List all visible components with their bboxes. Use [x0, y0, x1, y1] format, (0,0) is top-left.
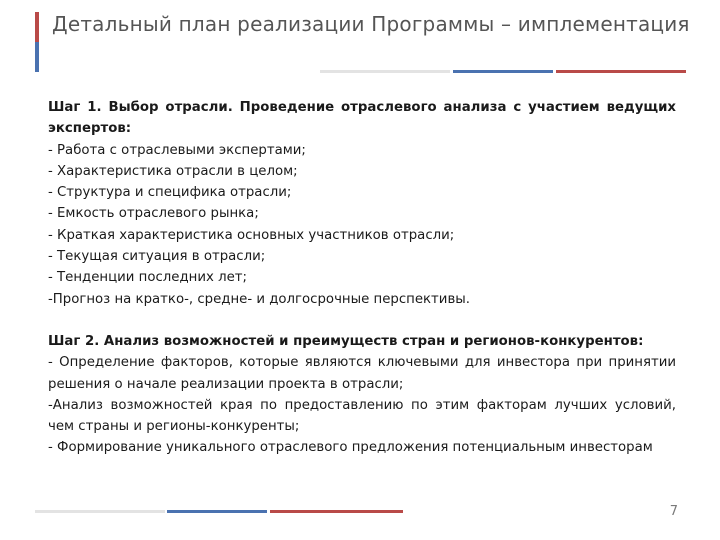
step-1-item: - Характеристика отрасли в целом; [48, 163, 298, 179]
step-1-item: -Прогноз на кратко-, средне- и долгосрочные перспективы. [48, 291, 471, 307]
step-spacer [48, 310, 676, 331]
step-1-heading: Шаг 1. Выбор отрасли. Проведение отраслевого анализа с участием ведущих экспертов: [48, 100, 676, 137]
footer-line-red [270, 510, 403, 513]
step-1-item: - Структура и специфика отрасли; [48, 185, 292, 201]
step-2-item: - Формирование уникального отраслевого предложения потенциальным инвесторам [48, 440, 653, 456]
title-accent-bar [35, 12, 39, 72]
title-underline-grey [320, 70, 450, 73]
slide-body [48, 97, 676, 459]
step-2-item: -Анализ возможностей края по предоставлению по этим факторам лучших условий, чем страны и регионы-конкуренты; [48, 397, 676, 435]
step-2-item: - Определение факторов, которые являются ключевыми для инвестора при принятии решения о начале реализации проекта в отрасли; [48, 355, 676, 392]
step-1-item: - Текущая ситуация в отрасли; [48, 249, 266, 265]
step-2-heading: Шаг 2. Анализ возможностей и преимуществ стран и регионов-конкурентов: [48, 333, 644, 349]
footer-line-grey [35, 510, 165, 513]
slide-title: Детальный план реализации Программы – имплементация [52, 12, 690, 36]
step-1-item: - Емкость отраслевого рынка; [48, 206, 259, 222]
step-2 [48, 331, 676, 459]
step-1-item: - Работа с отраслевыми экспертами; [48, 142, 306, 158]
title-underline-blue [453, 70, 553, 73]
page-number: 7 [669, 504, 678, 519]
step-1-item: - Краткая характеристика основных участников отрасли; [48, 227, 455, 243]
title-underline-red [556, 70, 686, 73]
step-1-item: - Тенденции последних лет; [48, 270, 247, 286]
step-1 [48, 97, 676, 310]
footer-line-blue [167, 510, 267, 513]
